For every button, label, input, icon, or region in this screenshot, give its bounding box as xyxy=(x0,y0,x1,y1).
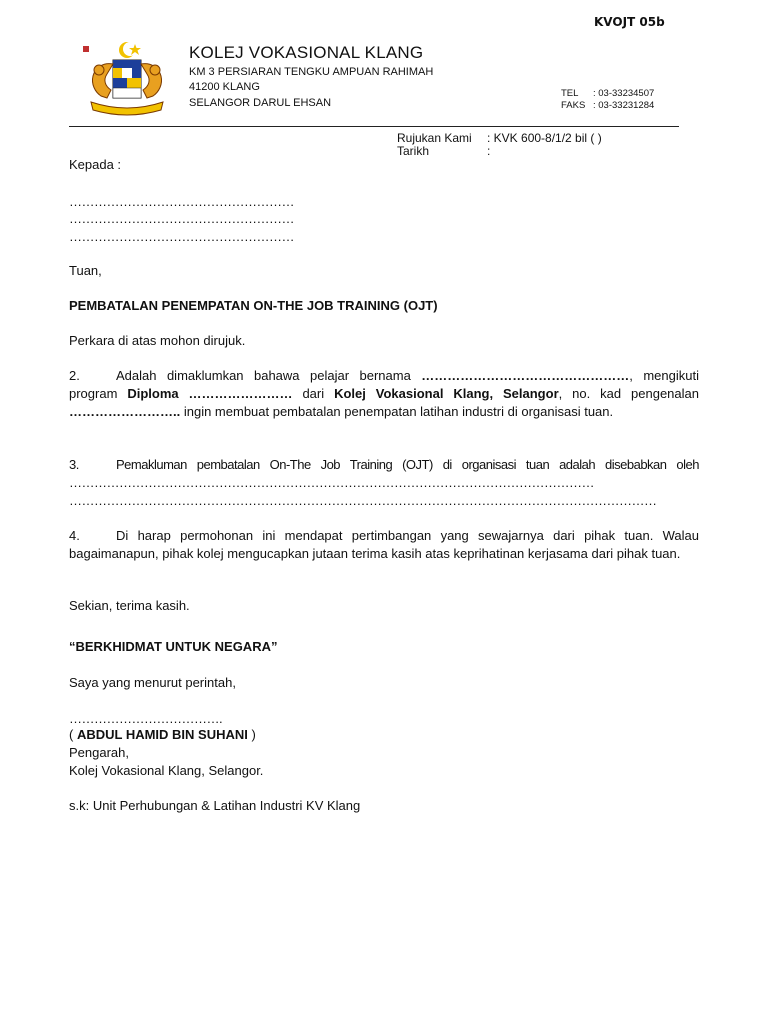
closing-line: Sekian, terima kasih. xyxy=(69,598,190,613)
rujukan-label: Rujukan Kami xyxy=(397,131,472,145)
sign-off: Saya yang menurut perintah, xyxy=(69,675,236,690)
paren-open: ( xyxy=(69,727,77,742)
ic-number-blank: …………………….. xyxy=(69,404,181,419)
paragraph-text: dari xyxy=(292,386,335,401)
reference-line xyxy=(397,131,602,145)
paragraph-text: Pemakluman pembatalan On-The Job Training (OJT) di organisasi tuan adalah disebabkan oleh ……………………………………………………………………………………………………………… xyxy=(69,457,699,490)
college-name: Kolej Vokasional Klang, Selangor xyxy=(334,386,559,401)
header-divider xyxy=(69,126,679,127)
paragraph-line: …………………………………………………………………………………………………………………………… xyxy=(69,493,657,508)
malaysia-coat-of-arms-icon xyxy=(77,40,177,118)
tarikh-label: Tarikh xyxy=(397,144,430,158)
signer-organisation: Kolej Vokasional Klang, Selangor. xyxy=(69,763,264,778)
form-code: KVOJT 05b xyxy=(594,15,665,29)
paragraph-text: ingin membuat pembatalan penempatan latihan industri di organisasi tuan. xyxy=(180,404,614,419)
letter-subject: PEMBATALAN PENEMPATAN ON-THE JOB TRAINING (OJT) xyxy=(69,298,438,313)
paragraph-line xyxy=(69,456,699,492)
paragraph-text: Di harap permohonan ini mendapat pertimbangan yang sewajarnya dari pihak tuan. Walau bagaimanapun, pihak kolej mengucapkan jutaan terima kasih atas keprihatinan kerjasama dari pihak tuan. xyxy=(69,528,699,561)
salutation: Tuan, xyxy=(69,263,102,278)
motto: “BERKHIDMAT UNTUK NEGARA” xyxy=(69,639,278,654)
recipient-address-line: ……………………………………………… xyxy=(69,229,294,244)
rujukan-value: : KVK 600-8/1/2 bil ( ) xyxy=(487,131,602,145)
signature-line: ………………………………. xyxy=(69,711,223,726)
student-name-blank: ………………………………………… xyxy=(421,368,630,383)
paragraph-number: 2. xyxy=(69,368,80,383)
paren-close: ) xyxy=(247,727,256,742)
tel-value: : 03-33234507 xyxy=(593,88,655,99)
paragraph-text: , mengikuti program xyxy=(69,368,699,401)
signer-name xyxy=(69,726,699,744)
paragraph-number: 3. xyxy=(69,457,79,472)
paragraph-3 xyxy=(69,456,699,510)
paragraph-4 xyxy=(69,527,699,563)
paragraph-text: , no. kad pengenalan xyxy=(558,386,699,401)
faks-label: FAKS xyxy=(561,100,586,111)
diploma-blank: Diploma …………………… xyxy=(127,386,293,401)
copy-to-line: s.k: Unit Perhubungan & Latihan Industri KV Klang xyxy=(69,798,361,813)
signer-title: Pengarah, xyxy=(69,745,129,760)
address-line-2: 41200 KLANG xyxy=(189,81,260,93)
faks-value: : 03-33231284 xyxy=(593,100,655,111)
faks-line xyxy=(561,100,654,111)
paragraph-number: 4. xyxy=(69,528,80,543)
tarikh-value: : xyxy=(487,144,491,158)
recipient-address-line: ……………………………………………… xyxy=(69,211,294,226)
address-line-1: KM 3 PERSIARAN TENGKU AMPUAN RAHIMAH xyxy=(189,66,434,78)
recipient-address-line: ……………………………………………… xyxy=(69,194,294,209)
intro-line: Perkara di atas mohon dirujuk. xyxy=(69,333,246,348)
tel-line xyxy=(561,88,654,99)
address-line-3: SELANGOR DARUL EHSAN xyxy=(189,97,332,109)
paragraph-text: Adalah dimaklumkan bahawa pelajar bernama xyxy=(116,368,422,383)
school-name: KOLEJ VOKASIONAL KLANG xyxy=(189,43,424,62)
signer-name-text: ABDUL HAMID BIN SUHANI xyxy=(76,727,248,742)
recipient-label: Kepada : xyxy=(69,157,122,172)
tel-label: TEL xyxy=(561,88,579,99)
paragraph-2 xyxy=(69,367,699,421)
